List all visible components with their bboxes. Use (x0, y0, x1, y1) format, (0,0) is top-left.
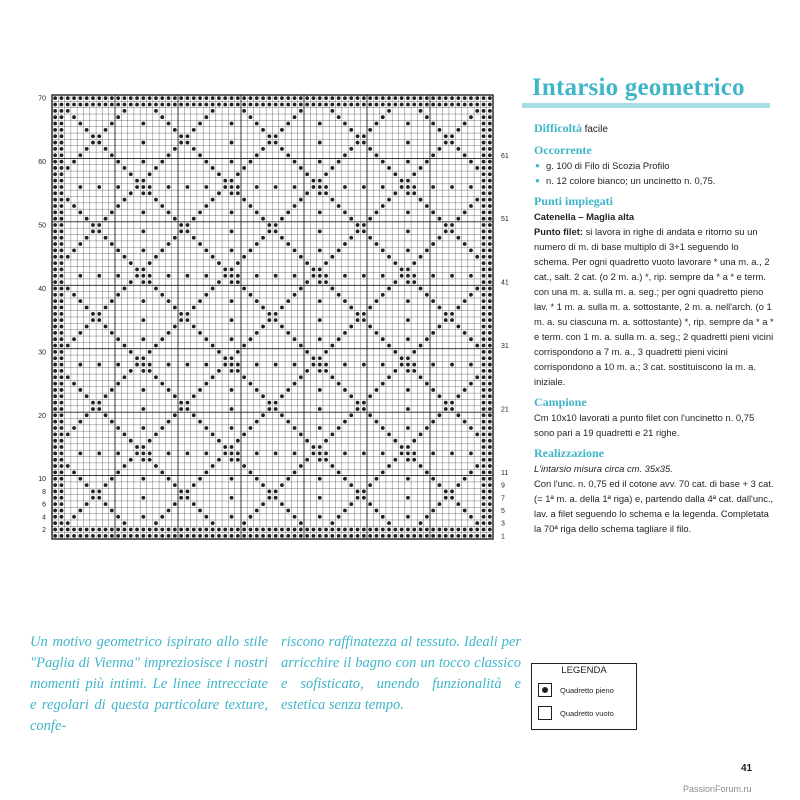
row-label-right: 61 (501, 152, 509, 160)
sample-heading: Campione (534, 395, 587, 409)
row-label-right: 21 (501, 406, 509, 414)
filet-label: Punto filet: (534, 226, 583, 237)
row-label-left: 70 (38, 95, 46, 103)
legend-empty-row (538, 706, 614, 720)
list-item: ● g. 100 di Filo di Scozia Profilo (534, 158, 776, 173)
row-label-right: 31 (501, 343, 509, 351)
making-heading: Realizzazione (534, 446, 604, 460)
instructions-column (534, 120, 776, 541)
materials-section (534, 142, 776, 188)
watermark: PassionForum.ru (683, 784, 752, 794)
difficulty-section (534, 120, 776, 137)
stitches-subheading: Catenella – Maglia alta (534, 211, 635, 222)
row-label-right: 3 (501, 520, 505, 528)
making-text: Con l'unc. n. 0,75 ed il cotone avv. 70 cat. di base + 3 cat. (= 1ª m. a. della 1ª riga) e, partendo dalla 4ª cat. dall'unc., lav. a filet seguendo lo schema e la legenda. Completata la 70ª riga dello schema tagliare il filo. (534, 478, 774, 534)
legend-filled-row (538, 683, 614, 697)
row-label-left: 40 (38, 285, 46, 293)
sample-text: Cm 10x10 lavorati a punto filet con l'uncinetto n. 0,75 sono pari a 19 quadretti e 21 righe. (534, 412, 755, 438)
legend-filled-label: Quadretto pieno (560, 685, 614, 695)
list-item: ● n. 12 colore bianco; un uncinetto n. 0,75. (534, 173, 776, 188)
making-section (534, 445, 776, 536)
row-label-right: 11 (501, 469, 509, 477)
materials-list (534, 158, 776, 188)
row-label-right: 7 (501, 495, 505, 503)
row-label-left: 6 (42, 501, 46, 509)
legend-box (531, 663, 637, 730)
filet-text: si lavora in righe di andata e ritorno su un numero di m. di base multiplo di 3+1 seguendo lo schema. Per ogni quadretto vuoto lavorare * una m. a., 2 cat., salt. 2 cat. (o 2 m. a.) *, rip. sempre da * a * e term. con una m. a. sulla m. a. seg.; per ogni quadretto pieno lav. * 1 m. a. sulla m. a. sottostante, 2 m. a. nell'arch. (o 1 m. a. su ciascuna m. a. sottostante) *, rip. sempre da * a * e term. con 1 m. a. sulla m. a. seg.; 2 quadretti pieni vicini corrispondono a 7 m. a., 3 quadretti pieni vicini corrispondono a 10 m. a.; 3 cat. sostituiscono la m. a. iniziale. (534, 226, 774, 387)
difficulty-value: facile (584, 124, 608, 135)
row-label-right: 41 (501, 279, 509, 287)
materials-heading: Occorrente (534, 143, 592, 157)
empty-square-icon (538, 706, 552, 720)
legend-empty-label: Quadretto vuoto (560, 708, 614, 718)
sample-section (534, 394, 776, 440)
difficulty-heading: Difficoltà (534, 121, 582, 135)
row-label-right: 1 (501, 533, 505, 541)
row-label-left: 60 (38, 159, 46, 167)
stitches-section (534, 193, 776, 389)
legend-title: LEGENDA (561, 665, 607, 676)
row-label-right: 51 (501, 216, 509, 224)
row-label-left: 8 (42, 488, 46, 496)
filet-paragraph (534, 224, 776, 389)
page-title: Intarsio geometrico (532, 74, 745, 101)
row-label-left: 50 (38, 222, 46, 230)
row-label-left: 2 (42, 526, 46, 534)
row-label-left: 20 (38, 412, 46, 420)
making-italic: L'intarsio misura circa cm. 35x35. (534, 463, 673, 474)
intro-text-col2: riscono raffinatezza al tessuto. Ideali per arricchire il bagno con un tocco classico e sofisticato, unendo funzionalità e estetica senza tempo. (281, 634, 521, 713)
page-number: 41 (741, 763, 753, 774)
filled-square-icon (538, 683, 552, 697)
intro-text-col1: Un motivo geometrico ispirato allo stile "Paglia di Vienna" impreziosisce i nostri momenti più intimi. Le linee intrecciate e regolari di questa particolare texture, confe- (30, 634, 268, 734)
row-label-left: 10 (38, 476, 46, 484)
row-label-left: 4 (42, 514, 46, 522)
row-label-right: 9 (501, 482, 505, 490)
stitches-heading: Punti impiegati (534, 194, 614, 208)
row-label-left: 30 (38, 349, 46, 357)
row-label-right: 5 (501, 507, 505, 515)
title-underline (522, 103, 770, 108)
